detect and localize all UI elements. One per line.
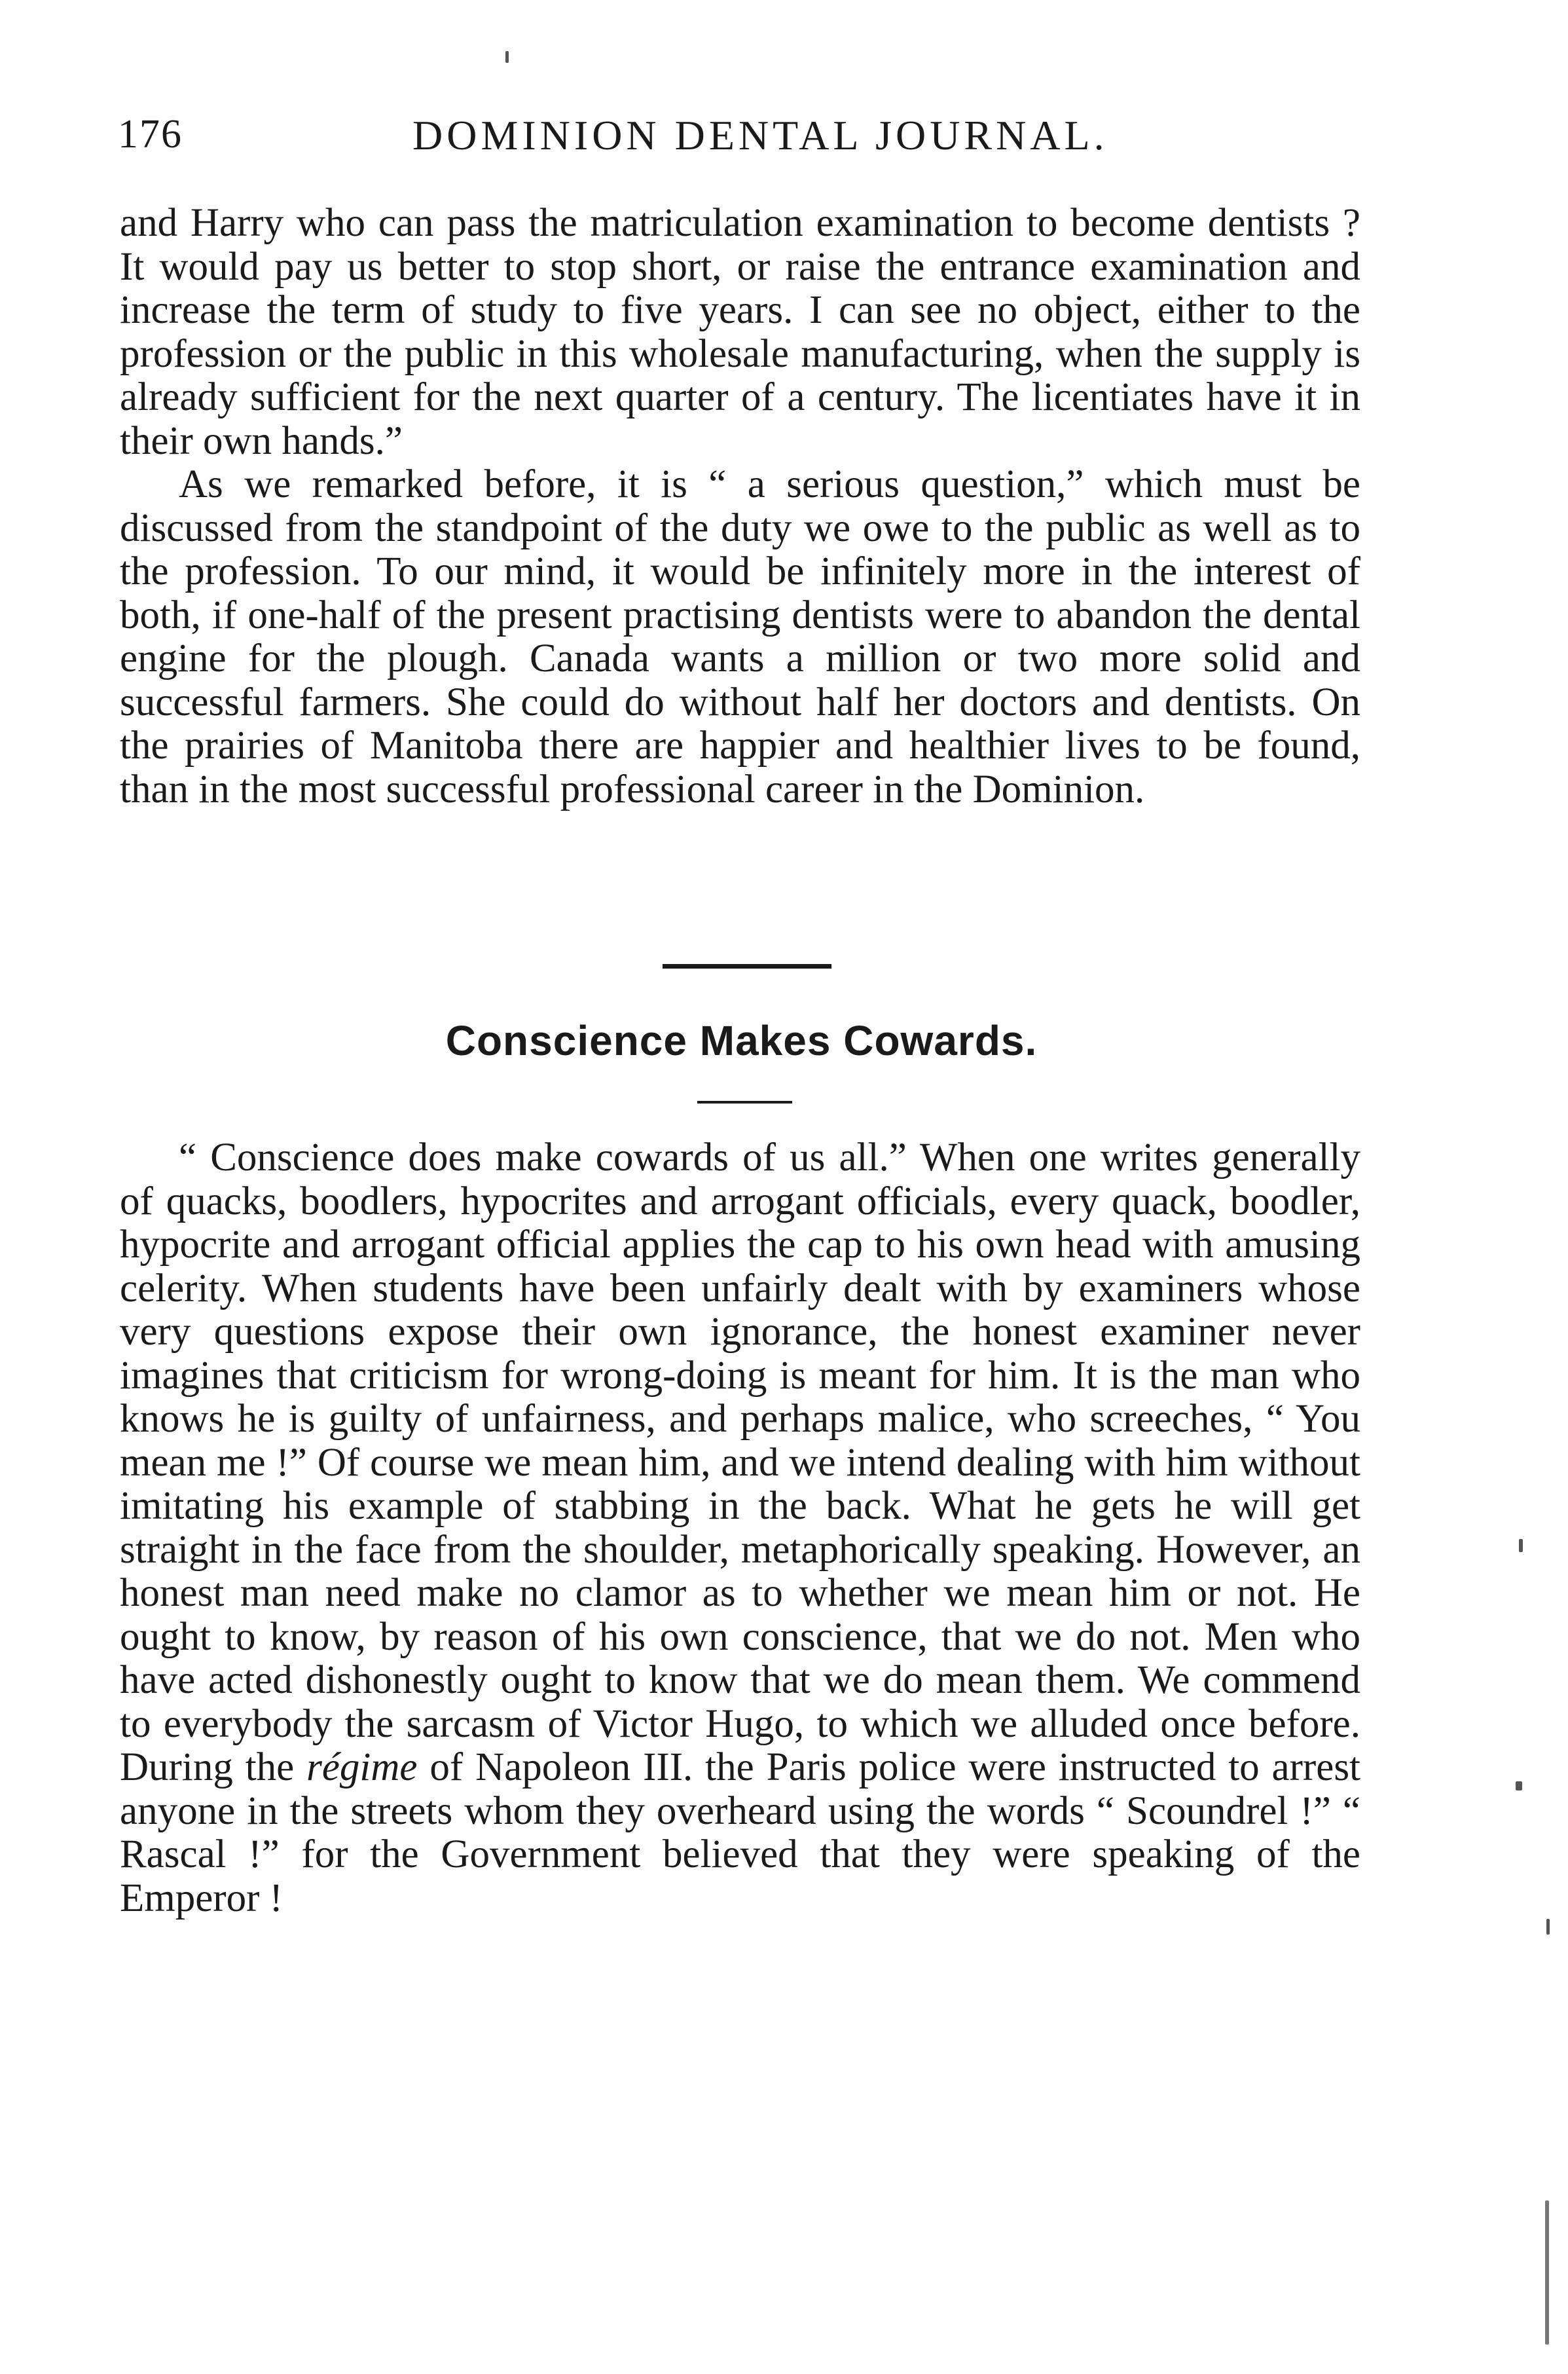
italic-word: régime [306, 1745, 418, 1789]
scan-speck [505, 51, 509, 63]
scan-speck [1545, 2200, 1549, 2345]
scan-speck [1516, 1781, 1522, 1790]
scan-speck [1519, 1539, 1523, 1552]
section-text-block [120, 1136, 1360, 1920]
section-paragraph [120, 1136, 1360, 1920]
page-number: 176 [118, 112, 183, 157]
running-head [118, 111, 1362, 177]
section-divider-bottom [697, 1101, 792, 1104]
journal-title: DOMINION DENTAL JOURNAL. [412, 112, 1108, 158]
intro-paragraph-continued: and Harry who can pass the matriculation examination to become dentists ? It would pay us better to stop short, or raise the entrance examination and increase the term of study to five years. I can see no object, either to the profession or the public in this wholesale manufacturing, when the supply is already sufficient for the next quarter of a century. The licentiates have it in their own hands.” [120, 201, 1360, 463]
scan-speck [1546, 1919, 1550, 1935]
section-title: Conscience Makes Cowards. [445, 1017, 1038, 1064]
intro-paragraph: As we remarked before, it is “ a serious question,” which must be discussed from the standpoint of the duty we owe to the public as well as to the profession. To our mind, it would be infinitely more in the interest of both, if one-half of the present practising dentists were to abandon the dental engine for the plough. Canada wants a million or two more solid and successful farmers. She could do without half her doctors and dentists. On the prairies of Manitoba there are happier and healthier lives to be found, than in the most successful professional career in the Dominion. [120, 462, 1360, 811]
section-paragraph-part-2: of Napoleon III. the Paris police were instructed to arrest anyone in the streets whom they overheard using the words “ Scoundrel !” “ Rascal !” for the Government believed that they were speaking of the Emperor ! [120, 1745, 1361, 1920]
intro-text-block [120, 202, 1360, 811]
section-divider-top [663, 964, 831, 969]
section-paragraph-part-1: “ Conscience does make cowards of us all.” When one writes generally of quacks, boodlers, hypocrites and arrogant officials, every quack, boodler, hypocrite and arrogant official applies the cap to his own head with amusing celerity. When students have been unfairly dealt with by examiners whose very questions expose their own ignorance, the honest examiner never imagines that criticism for wrong-doing is meant for him. It is the man who knows he is guilty of unfairness, and perhaps malice, who screeches, “ You mean me !” Of course we mean him, and we intend dealing with him without imitating his example of stabbing in the back. What he gets he will get straight in the face from the shoulder, metaphorically speaking. However, an honest man need make no clamor as to whether we mean him or not. He ought to know, by reason of his own conscience, that we do not. Men who have acted dishonestly ought to know that we do mean them. We commend to everybody the sarcasm of Victor Hugo, to which we alluded once before. During the [120, 1136, 1360, 1789]
